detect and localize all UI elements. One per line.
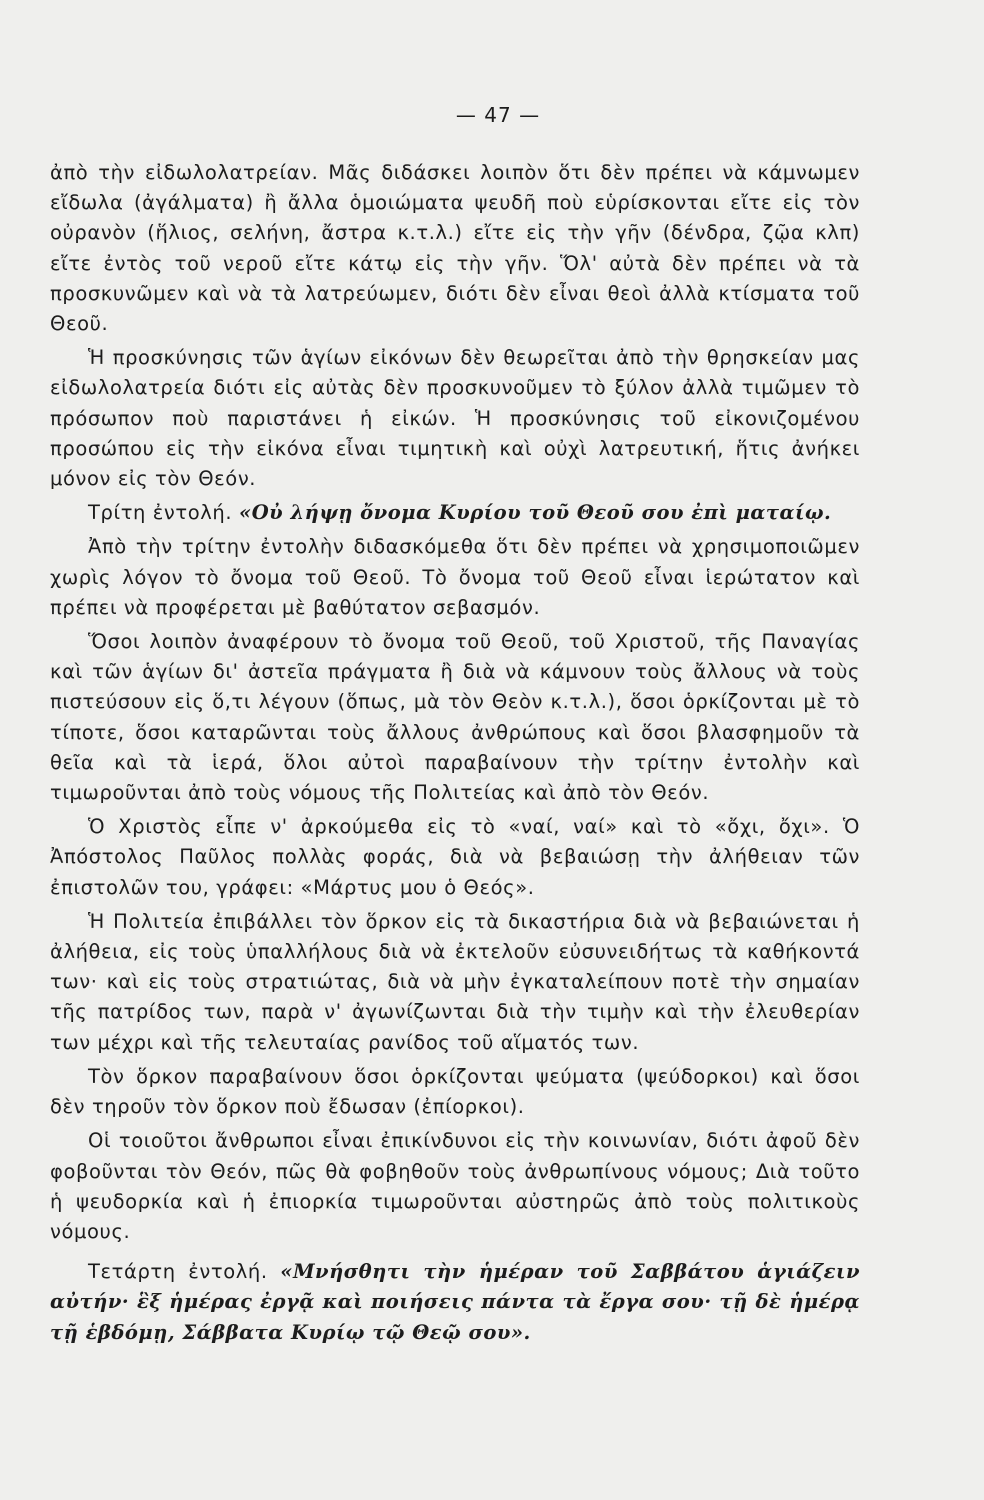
- page-number: — 47 —: [455, 103, 541, 127]
- commandment-label: Τετάρτη ἐντολή.: [88, 1260, 268, 1284]
- commandment-label: Τρίτη ἐντολή.: [88, 501, 233, 525]
- paragraph-fourth-commandment: [50, 1257, 860, 1348]
- paragraph-blasphemy: Ὅσοι λοιπὸν ἀναφέρουν τὸ ὄνομα τοῦ Θεοῦ, τοῦ Χριστοῦ, τῆς Παναγίας καὶ τῶν ἁγίων δι' ἀστεῖα πράγματα ἢ διὰ νὰ κάμνουν τοὺς ἄλλους νὰ τοὺς πιστεύσουν εἰς ὅ,τι λέγουν (ὅπως, μὰ τὸν Θεὸν κ.τ.λ.), ὅσοι ὁρκίζονται μὲ τὸ τίποτε, ὅσοι καταρῶνται τοὺς ἄλλους ἀνθρώπους καὶ ὅσοι βλασφημοῦν τὰ θεῖα καὶ τὰ ἱερά, ὅλοι αὐτοὶ παραβαίνουν τὴν τρίτην ἐντολὴν καὶ τιμωροῦνται ἀπὸ τοὺς νόμους τῆς Πολιτείας καὶ ἀπὸ τὸν Θεόν.: [50, 630, 860, 805]
- paragraph-icons: Ἡ προσκύνησις τῶν ἁγίων εἰκόνων δὲν θεωρεῖται ἀπὸ τὴν θρησκείαν μας εἰδωλολατρεία διότι εἰς αὐτὰς δὲν προσκυνοῦμεν τὸ ξύλον ἀλλὰ τιμῶμεν τὸ πρόσωπον ποὺ παριστάνει ἡ εἰκών. Ἡ προσκύνησις τοῦ εἰκονιζομένου προσώπου εἰς τὴν εἰκόνα εἶναι τιμητικὴ καὶ οὐχὶ λατρευτική, ἥτις ἀνήκει μόνον εἰς τὸν Θεόν.: [50, 346, 860, 491]
- paragraph-state-oath: Ἡ Πολιτεία ἐπιβάλλει τὸν ὅρκον εἰς τὰ δικαστήρια διὰ νὰ βεβαιώνεται ἡ ἀλήθεια, εἰς τοὺς ὑπαλλήλους διὰ νὰ ἐκτελοῦν εὐσυνειδήτως τὰ καθήκοντά των· καὶ εἰς τοὺς στρατιώτας, διὰ νὰ μὴν ἐγκαταλείπουν ποτὲ τὴν σημαίαν τῆς πατρίδος των, παρὰ ν' ἀγωνίζωνται διὰ τὴν τιμὴν καὶ τὴν ἐλευθερίαν των μέχρι καὶ τῆς τελευταίας ρανίδος τοῦ αἵματός των.: [50, 909, 860, 1054]
- paragraph-christ-oath: Ὁ Χριστὸς εἶπε ν' ἀρκούμεθα εἰς τὸ «ναί, ναί» καὶ τὸ «ὄχι, ὄχι». Ὁ Ἀπόστολος Παῦλος πολλὰς φοράς, διὰ νὰ βεβαιώσῃ τὴν ἀλήθειαν τῶν ἐπιστολῶν του, γράφει: «Μάρτυς μου ὁ Θεός».: [50, 815, 860, 899]
- paragraph-third-commandment: [50, 498, 860, 528]
- paragraph-perjury: Τὸν ὅρκον παραβαίνουν ὅσοι ὁρκίζονται ψεύματα (ψεύδορκοι) καὶ ὅσοι δὲν τηροῦν τὸν ὅρκον ποὺ ἔδωσαν (ἐπίορκοι).: [50, 1064, 860, 1119]
- commandment-quote: «Οὐ λήψῃ ὄνομα Κυρίου τοῦ Θεοῦ σου ἐπὶ ματαίῳ.: [239, 501, 832, 525]
- paragraph-name-of-god: Ἀπὸ τὴν τρίτην ἐντολὴν διδασκόμεθα ὅτι δὲν πρέπει νὰ χρησιμοποιῶμεν χωρὶς λόγον τὸ ὄνομα τοῦ Θεοῦ. Τὸ ὄνομα τοῦ Θεοῦ εἶναι ἱερώτατον καὶ πρέπει νὰ προφέρεται μὲ βαθύτατον σεβασμόν.: [50, 535, 860, 619]
- page-body: [50, 158, 860, 1352]
- paragraph-dangerous: Οἱ τοιοῦτοι ἄνθρωποι εἶναι ἐπικίνδυνοι εἰς τὴν κοινωνίαν, διότι ἀφοῦ δὲν φοβοῦνται τὸν Θεόν, πῶς θὰ φοβηθοῦν τοὺς ἀνθρωπίνους νόμους; Διὰ τοῦτο ἡ ψευδορκία καὶ ἡ ἐπιορκία τιμωροῦνται αὐστηρῶς ἀπὸ τοὺς πολιτικοὺς νόμους.: [50, 1129, 860, 1243]
- paragraph-idolatry: ἀπὸ τὴν εἰδωλολατρείαν. Μᾶς διδάσκει λοιπὸν ὅτι δὲν πρέπει νὰ κάμνωμεν εἴδωλα (ἀγάλματα) ἢ ἄλλα ὁμοιώματα ψευδῆ ποὺ εὑρίσκονται εἴτε εἰς τὸν οὐρανὸν (ἥλιος, σελήνη, ἄστρα κ.τ.λ.) εἴτε εἰς τὴν γῆν (δένδρα, ζῷα κλπ) εἴτε ἐντὸς τοῦ νεροῦ εἴτε κάτῳ εἰς τὴν γῆν. Ὅλ' αὐτὰ δὲν πρέπει νὰ τὰ προσκυνῶμεν καὶ νὰ τὰ λατρεύωμεν, διότι δὲν εἶναι θεοὶ ἀλλὰ κτίσματα τοῦ Θεοῦ.: [50, 161, 860, 336]
- commandment-quote: «Μνήσθητι τὴν ἡμέραν τοῦ Σαββάτου ἁγιάζειν αὐτήν· ἓξ ἡμέρας ἐργᾷ καὶ ποιήσεις πάντα τὰ ἔργα σου· τῇ δὲ ἡμέρᾳ τῇ ἑβδόμῃ, Σάββατα Κυρίῳ τῷ Θεῷ σου».: [50, 1260, 861, 1344]
